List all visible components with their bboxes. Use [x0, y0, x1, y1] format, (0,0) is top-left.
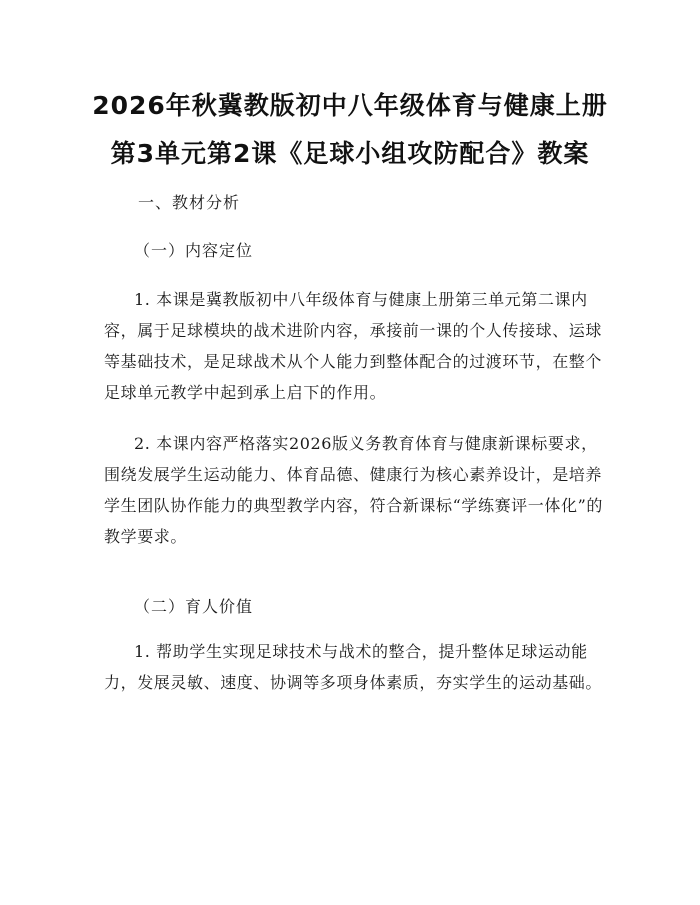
subsection-heading-content-positioning: （一）内容定位	[134, 241, 254, 260]
paragraph-content-positioning-1: 1. 本课是冀教版初中八年级体育与健康上册第三单元第二课内容，属于足球模块的战术进阶内容，承接前一课的个人传接球、运球等基础技术，是足球战术从个人能力到整体配合的过渡环节，在整个足球单元教学中起到承上启下的作用。	[104, 290, 603, 402]
paragraph-content-positioning-2: 2. 本课内容严格落实2026版义务教育体育与健康新课标要求，围绕发展学生运动能力、体育品德、健康行为核心素养设计，是培养学生团队协作能力的典型教学内容，符合新课标“学练赛评一体化”的教学要求。	[104, 434, 603, 546]
document-title-line-2: 第3单元第2课《足球小组攻防配合》教案	[110, 139, 590, 168]
subsection-heading-educational-value: （二）育人价值	[134, 597, 254, 616]
paragraph-educational-value-1: 1. 帮助学生实现足球技术与战术的整合，提升整体足球运动能力，发展灵敏、速度、协调等多项身体素质，夯实学生的运动基础。	[104, 642, 603, 692]
document-title-line-1: 2026年秋冀教版初中八年级体育与健康上册	[92, 91, 608, 120]
section-heading-textbook-analysis: 一、教材分析	[138, 193, 241, 212]
